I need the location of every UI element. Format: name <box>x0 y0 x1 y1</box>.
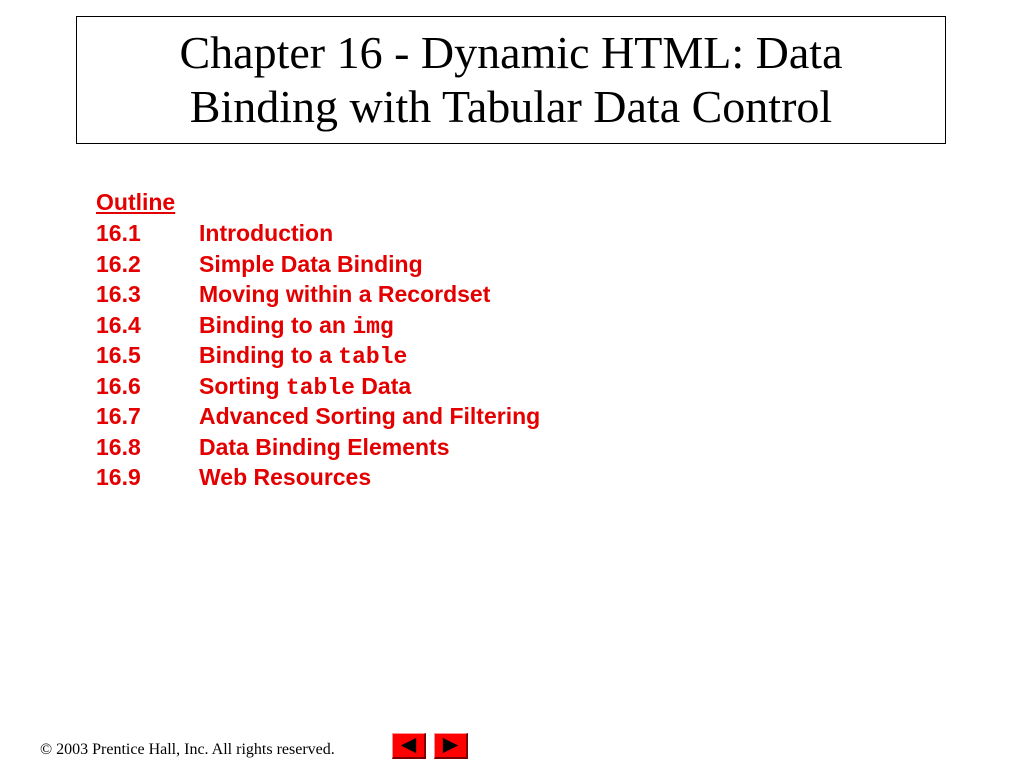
outline-item-number: 16.1 <box>96 220 141 246</box>
outline-item-text: Binding to an img <box>199 311 394 340</box>
outline-item <box>96 432 796 463</box>
outline-item-text: Simple Data Binding <box>199 250 423 277</box>
outline-item-number: 16.4 <box>96 311 141 338</box>
outline-item <box>96 249 796 280</box>
outline-item-number: 16.5 <box>96 342 141 368</box>
outline-item <box>96 310 796 341</box>
outline-item-code: table <box>285 374 355 401</box>
outline-item-code: img <box>352 313 394 340</box>
outline-item-text: Advanced Sorting and Filtering <box>199 403 541 429</box>
right-triangle-icon <box>435 734 466 757</box>
previous-slide-button[interactable] <box>392 733 426 759</box>
outline-item-code: table <box>338 344 408 370</box>
outline-item-text: Data Binding Elements <box>199 433 450 460</box>
outline-item-text: Moving within a Recordset <box>199 281 491 307</box>
outline-item <box>96 340 796 371</box>
outline-item <box>96 218 796 249</box>
outline-item <box>96 401 796 432</box>
outline-item-number: 16.7 <box>96 403 141 429</box>
outline-item <box>96 371 796 402</box>
next-slide-button[interactable] <box>434 733 468 759</box>
outline-item <box>96 279 796 310</box>
title-line-2: Binding with Tabular Data Control <box>189 81 833 132</box>
outline-item-number: 16.9 <box>96 464 141 490</box>
copyright-footer: © 2003 Prentice Hall, Inc. All rights reserved. <box>40 741 335 758</box>
outline-item-number: 16.8 <box>96 433 141 460</box>
outline-item-text: Sorting table Data <box>199 372 412 401</box>
outline <box>96 186 796 493</box>
title-line-1: Chapter 16 - Dynamic HTML: Data <box>179 27 843 78</box>
outline-item-text: Web Resources <box>199 464 372 490</box>
left-triangle-icon <box>393 734 424 757</box>
outline-item-number: 16.2 <box>96 250 141 277</box>
outline-item <box>96 462 796 493</box>
outline-item-number: 16.3 <box>96 281 141 307</box>
title-box <box>76 16 946 144</box>
outline-heading: Outline <box>96 189 176 215</box>
outline-item-number: 16.6 <box>96 372 141 399</box>
outline-item-text: Binding to a table <box>199 342 408 370</box>
outline-list <box>96 218 796 493</box>
page-title <box>180 26 843 134</box>
outline-item-text: Introduction <box>199 220 334 246</box>
